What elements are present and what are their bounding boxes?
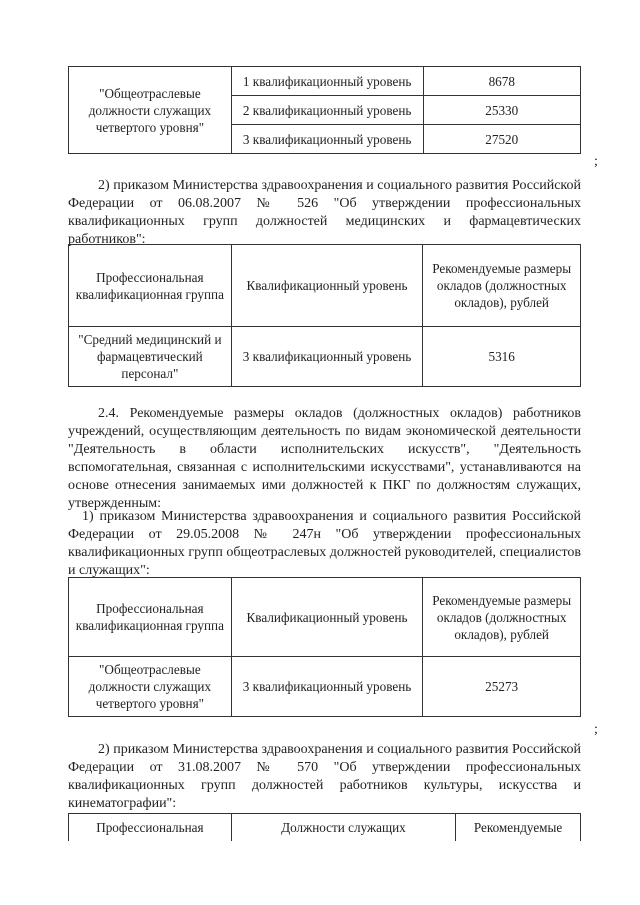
qualification-level-cell: 1 квалификационный уровень bbox=[231, 67, 423, 96]
salary-table-general-4th-level bbox=[68, 66, 581, 154]
qualification-level-cell: 2 квалификационный уровень bbox=[231, 96, 423, 125]
order-paragraph-570: 2) приказом Министерства здравоохранения и социального развития Российской Федерации от 31.08.2007 № 570 "Об утверждении профессиональных квалификационных групп должностей работников культуры, искусства и кинематографии": bbox=[68, 742, 581, 811]
table-header-row bbox=[69, 578, 581, 657]
salary-cell: 8678 bbox=[423, 67, 581, 96]
salary-cell: 25273 bbox=[423, 657, 581, 717]
column-header-positions: Должности служащих bbox=[231, 814, 455, 841]
table-row bbox=[69, 657, 581, 717]
qualification-group-cell: "Общеотраслевые должности служащих четвертого уровня" bbox=[69, 657, 232, 717]
salary-cell: 27520 bbox=[423, 125, 581, 154]
column-header-group: Профессиональная bbox=[69, 814, 232, 841]
table-row bbox=[69, 67, 581, 96]
qualification-level-cell: 3 квалификационный уровень bbox=[231, 657, 423, 717]
salary-cell: 5316 bbox=[423, 327, 581, 387]
column-header-salary: Рекомендуемые bbox=[456, 814, 581, 841]
qualification-group-cell: "Общеотраслевые должности служащих четвертого уровня" bbox=[69, 67, 232, 154]
column-header-level: Квалификационный уровень bbox=[231, 578, 423, 657]
table-header-row bbox=[69, 245, 581, 327]
salary-table-culture bbox=[68, 813, 581, 841]
section-2-4-paragraph: 2.4. Рекомендуемые размеры окладов (должностных окладов) работников учреждений, осуществляющим деятельность по видам экономической деятельности "Деятельность в области исполнительских искусств", "Деятельность вспомогательная, связанная с исполнительскими искусствами", устанавливаются на основе отнесения занимаемых ими должностей к ПКГ по должностям служащих, утвержденным: bbox=[68, 406, 581, 511]
column-header-salary: Рекомендуемые размеры окладов (должностных окладов), рублей bbox=[423, 245, 581, 327]
order-paragraph-247n: 1) приказом Министерства здравоохранения и социального развития Российской Федерации от 29.05.2008 № 247н "Об утверждении профессиональных квалификационных групп общеотраслевых должностей руководителей, специалистов и служащих": bbox=[68, 509, 581, 578]
salary-table-general-3rd-level bbox=[68, 577, 581, 717]
column-header-level: Квалификационный уровень bbox=[231, 245, 423, 327]
qualification-group-cell: "Средний медицинский и фармацевтический персонал" bbox=[69, 327, 232, 387]
table-end-semicolon: ; bbox=[594, 154, 598, 169]
column-header-group: Профессиональная квалификационная группа bbox=[69, 578, 232, 657]
qualification-level-cell: 3 квалификационный уровень bbox=[231, 125, 423, 154]
table-row bbox=[69, 327, 581, 387]
column-header-group: Профессиональная квалификационная группа bbox=[69, 245, 232, 327]
table-end-semicolon: ; bbox=[594, 722, 598, 737]
salary-table-medical bbox=[68, 244, 581, 387]
table-header-row bbox=[69, 814, 581, 841]
salary-cell: 25330 bbox=[423, 96, 581, 125]
qualification-level-cell: 3 квалификационный уровень bbox=[231, 327, 423, 387]
order-paragraph-526: 2) приказом Министерства здравоохранения и социального развития Российской Федерации от 06.08.2007 № 526 "Об утверждении профессиональных квалификационных групп должностей медицинских и фармацевтических работников": bbox=[68, 178, 581, 247]
column-header-salary: Рекомендуемые размеры окладов (должностных окладов), рублей bbox=[423, 578, 581, 657]
